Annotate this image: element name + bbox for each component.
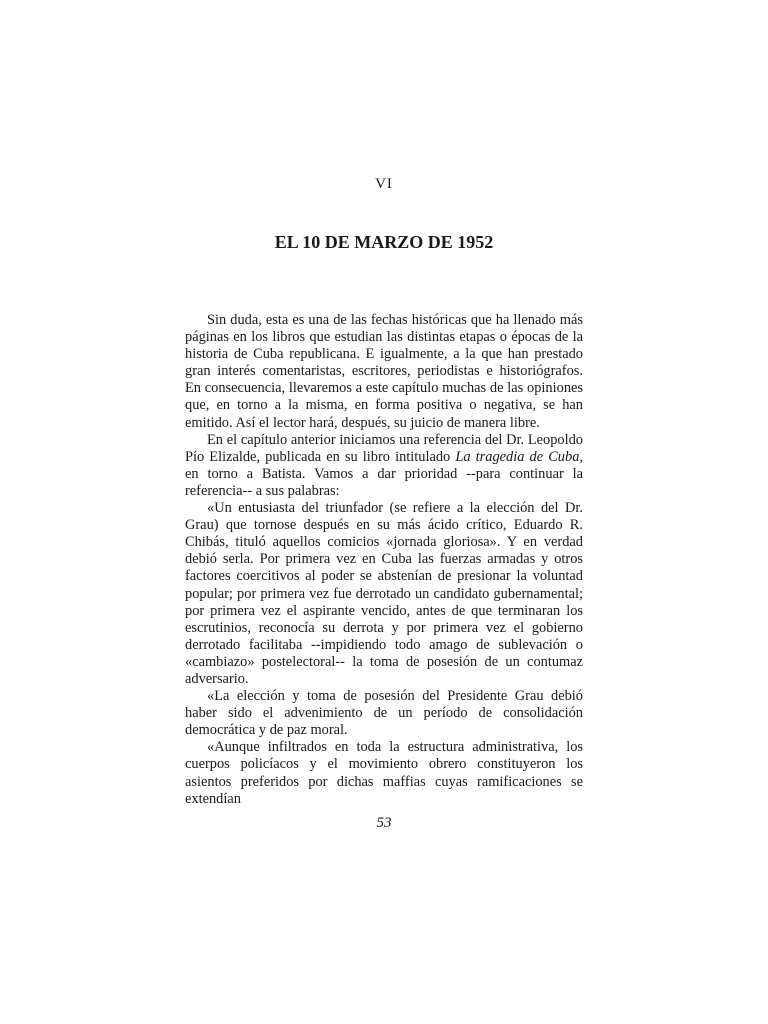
paragraph-4: «La elección y toma de posesión del Presidente Grau debió haber sido el advenimiento de un período de consolidación democrática y de paz moral. [185, 688, 583, 739]
paragraph-5: «Aunque infiltrados en toda la estructura administrativa, los cuerpos policíacos y el movimiento obrero constituyeron los asientos preferidos por dichas maffias cuyas ramificaciones se extendían [185, 739, 583, 807]
chapter-number: VI [375, 176, 393, 192]
page-number: 53 [376, 815, 392, 831]
paragraph-2-text-after: en torno a Batista. Vamos a dar prioridad --para continuar la referencia-- a sus palabras: [185, 465, 583, 499]
chapter-title: EL 10 DE MARZO DE 1952 [274, 232, 494, 252]
paragraph-2-text-before: En el capítulo anterior iniciamos una referencia del Dr. Leopoldo Pío Elizalde, publicada en su libro intitulado [185, 431, 583, 465]
book-title: La tragedia de Cuba, [455, 448, 583, 465]
body-text [185, 312, 583, 808]
paragraph-3: «Un entusiasta del triunfador (se refiere a la elección del Dr. Grau) que tornose después en su más ácido crítico, Eduardo R. Chibás, tituló aquellos comicios «jornada gloriosa». Y en verdad debió serla. Por primera vez en Cuba las fuerzas armadas y otros factores coercitivos al poder se abstenían de presionar la voluntad popular; por primera vez fue derrotado un candidato gubernamental; por primera vez el aspirante vencido, antes de que terminaran los escrutinios, reconocía su derrota y por primera vez el gobierno derrotado facilitaba --impidiendo todo amago de sublevación o «cambiazo» postelectoral-- la toma de posesión de un contumaz adversario. [185, 500, 583, 687]
paragraph-1: Sin duda, esta es una de las fechas históricas que ha llenado más páginas en los libros que estudian las distintas etapas o épocas de la historia de Cuba republicana. E igualmente, a la que han prestado gran interés comentaristas, escritores, periodistas e historiógrafos. En consecuencia, llevaremos a este capítulo muchas de las opiniones que, en torno a la misma, en forma positiva o negativa, se han emitido. Así el lector hará, después, su juicio de manera libre. [185, 312, 583, 431]
paragraph-2 [185, 432, 583, 500]
